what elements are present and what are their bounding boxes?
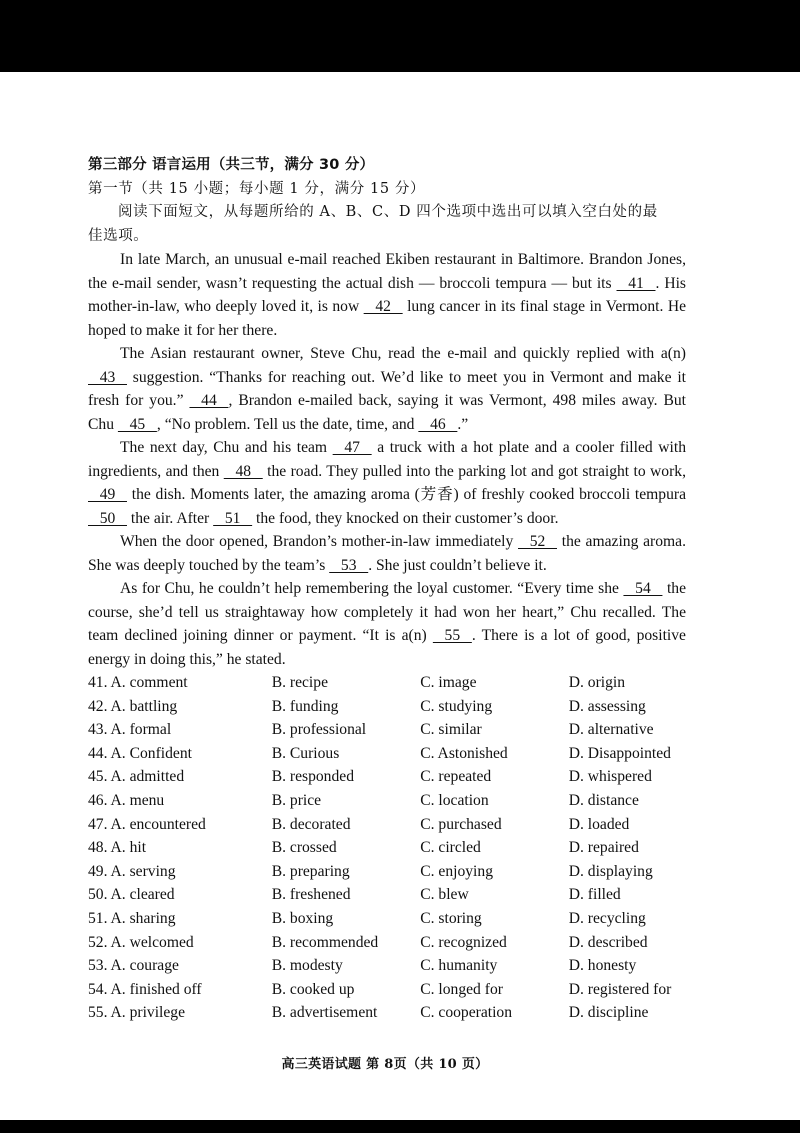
passage-text: suggestion. “Thanks for reaching out. We’d like to meet you in Vermont and make it fresh for you.” [88, 368, 686, 409]
exam-page [88, 154, 686, 1025]
passage-paragraph-3 [88, 436, 686, 530]
option-c: C. Astonished [420, 744, 508, 762]
passage-text: , “No problem. Tell us the date, time, and [156, 415, 419, 433]
page-footer: 高三英语试题 第 8页（共 10 页） [281, 1057, 489, 1072]
option-d: D. distance [568, 791, 639, 809]
option-b: B. boxing [271, 909, 334, 927]
option-b: B. advertisement [271, 1004, 378, 1022]
blank-51: 51 [213, 509, 253, 527]
option-d: D. registered for [568, 980, 672, 998]
option-a: 41. A. comment [88, 674, 188, 691]
option-a: 46. A. menu [88, 791, 165, 809]
option-b: B. decorated [271, 815, 351, 833]
passage-text: the food, they knocked on their customer’s door. [252, 509, 559, 527]
option-d: D. alternative [568, 721, 654, 739]
passage-paragraph-2 [88, 342, 686, 436]
blank-48: 48 [223, 462, 263, 480]
option-a: 43. A. formal [88, 721, 172, 739]
blank-55: 55 [432, 627, 472, 644]
option-c: C. enjoying [420, 862, 493, 880]
option-c: C. studying [420, 697, 493, 715]
passage-text: , Brandon e-mailed back, saying it was Vermont, 498 miles away. But Chu [88, 392, 686, 433]
blank-42: 42 [363, 298, 403, 315]
option-d: D. discipline [568, 1004, 649, 1022]
option-b: B. funding [271, 697, 339, 715]
blank-52: 52 [518, 533, 557, 550]
passage-text: the amazing aroma. She was deeply touched by the team’s [88, 533, 686, 574]
option-b: B. price [271, 791, 322, 809]
passage-paragraph-4 [88, 530, 686, 577]
option-b: B. professional [271, 721, 367, 739]
option-d: D. honesty [568, 957, 637, 975]
option-c: C. cooperation [420, 1004, 513, 1022]
option-d: D. origin [568, 674, 626, 691]
option-row-46 [88, 789, 686, 813]
blank-50: 50 [88, 509, 127, 527]
option-d: D. assessing [568, 697, 646, 715]
section-title: 第一节（共 15 小题；每小题 1 分，满分 15 分） [88, 180, 426, 197]
option-row-45 [88, 765, 686, 789]
option-a: 52. A. welcomed [88, 933, 194, 951]
passage-text: .” [457, 415, 469, 433]
option-d: D. recycling [568, 909, 646, 927]
part-title: 第三部分 语言运用（共三节，满分 30 分） [88, 157, 375, 173]
option-row-53 [88, 954, 686, 978]
option-c: C. recognized [420, 933, 507, 951]
option-b: B. Curious [271, 744, 340, 762]
blank-45: 45 [117, 415, 157, 433]
option-row-51 [88, 907, 686, 931]
passage-text: the air. After [126, 509, 214, 527]
blank-43: 43 [88, 368, 127, 386]
passage-paragraph-5 [88, 577, 686, 671]
option-d: D. whispered [568, 768, 652, 786]
option-row-41 [88, 671, 686, 695]
option-c: C. repeated [420, 768, 492, 786]
option-row-43 [88, 718, 686, 742]
option-b: B. cooked up [271, 980, 355, 998]
option-b: B. recommended [271, 933, 379, 951]
option-c: C. blew [420, 886, 469, 904]
passage-text: the road. They pulled into the parking lot and got straight to work, [262, 462, 686, 480]
blank-47: 47 [332, 439, 372, 456]
passage-text: The Asian restaurant owner, Steve Chu, read the e-mail and quickly replied with a(n) [120, 345, 686, 362]
instruction-line-1: 阅读下面短文，从每题所给的 A、B、C、D 四个选项中选出可以填入空白处的最 [118, 204, 658, 220]
instruction-line-2: 佳选项。 [88, 227, 149, 244]
option-b: B. recipe [271, 674, 328, 691]
option-a: 55. A. privilege [88, 1004, 186, 1022]
option-b: B. preparing [271, 862, 350, 880]
option-b: B. crossed [271, 839, 337, 857]
blank-53: 53 [329, 556, 369, 574]
option-d: D. described [568, 933, 648, 951]
option-row-55 [88, 1001, 686, 1025]
option-c: C. purchased [420, 815, 502, 833]
option-c: C. similar [420, 721, 482, 739]
passage-text: When the door opened, Brandon’s mother-in-law immediately [120, 533, 519, 550]
blank-46: 46 [418, 415, 458, 433]
option-a: 45. A. admitted [88, 768, 185, 786]
blank-54: 54 [623, 580, 663, 597]
option-c: C. location [420, 791, 489, 809]
option-a: 49. A. serving [88, 862, 176, 880]
option-a: 42. A. battling [88, 697, 178, 715]
passage-text: the course, she’d tell us straightaway how completely it had won her heart,” Chu recalled. The team declined joining dinner or payment. “It is a(n) [88, 580, 686, 644]
blank-44: 44 [189, 392, 229, 409]
option-c: C. humanity [420, 957, 498, 975]
option-b: B. freshened [271, 886, 351, 904]
passage-text: . She just couldn’t believe it. [368, 556, 547, 574]
option-row-48 [88, 836, 686, 860]
option-c: C. image [420, 674, 477, 691]
option-row-52 [88, 931, 686, 955]
option-a: 44. A. Confident [88, 744, 192, 762]
option-row-47 [88, 813, 686, 837]
option-d: D. displaying [568, 862, 653, 880]
option-row-44 [88, 742, 686, 766]
bottom-black-bar [0, 1120, 800, 1133]
blank-41: 41 [616, 274, 656, 292]
option-a: 51. A. sharing [88, 909, 176, 927]
passage-text: lung cancer in its final stage in Vermont. He hoped to make it for her there. [88, 298, 686, 339]
passage-text: a truck with a hot plate and a cooler filled with ingredients, and then [88, 439, 687, 480]
option-row-54 [88, 978, 686, 1002]
option-d: D. filled [568, 886, 621, 904]
option-row-50 [88, 883, 686, 907]
option-b: B. modesty [271, 957, 343, 975]
passage-text: In late March, an unusual e-mail reached Ekiben restaurant in Baltimore. Brandon Jones, the e-mail sender, wasn’t requesting the actual dish — broccoli tempura — but its [88, 251, 686, 292]
option-c: C. longed for [420, 980, 503, 998]
top-black-bar [0, 0, 800, 72]
option-row-42 [88, 695, 686, 719]
passage-text: . There is a lot of good, positive energy in doing this,” he stated. [88, 627, 686, 668]
option-b: B. responded [271, 768, 354, 786]
option-a: 50. A. cleared [88, 886, 175, 904]
option-c: C. circled [420, 839, 481, 857]
option-a: 47. A. encountered [88, 815, 206, 833]
option-a: 48. A. hit [88, 839, 147, 857]
option-d: D. Disappointed [568, 744, 671, 762]
passage-text: . His mother-in-law, who deeply loved it, is now [88, 274, 686, 315]
passage-text: As for Chu, he couldn’t help remembering the loyal customer. “Every time she [120, 580, 624, 597]
option-c: C. storing [420, 909, 482, 927]
option-row-49 [88, 860, 686, 884]
passage-text: the dish. Moments later, the amazing aroma (芳香) of freshly cooked broccoli tempura [126, 486, 686, 503]
option-d: D. repaired [568, 839, 639, 857]
option-d: D. loaded [568, 815, 630, 833]
passage-paragraph-1 [88, 248, 686, 342]
blank-49: 49 [88, 486, 127, 503]
option-a: 53. A. courage [88, 957, 179, 975]
passage-text: The next day, Chu and his team [120, 439, 333, 456]
answer-options [88, 671, 686, 1025]
option-a: 54. A. finished off [88, 980, 202, 998]
